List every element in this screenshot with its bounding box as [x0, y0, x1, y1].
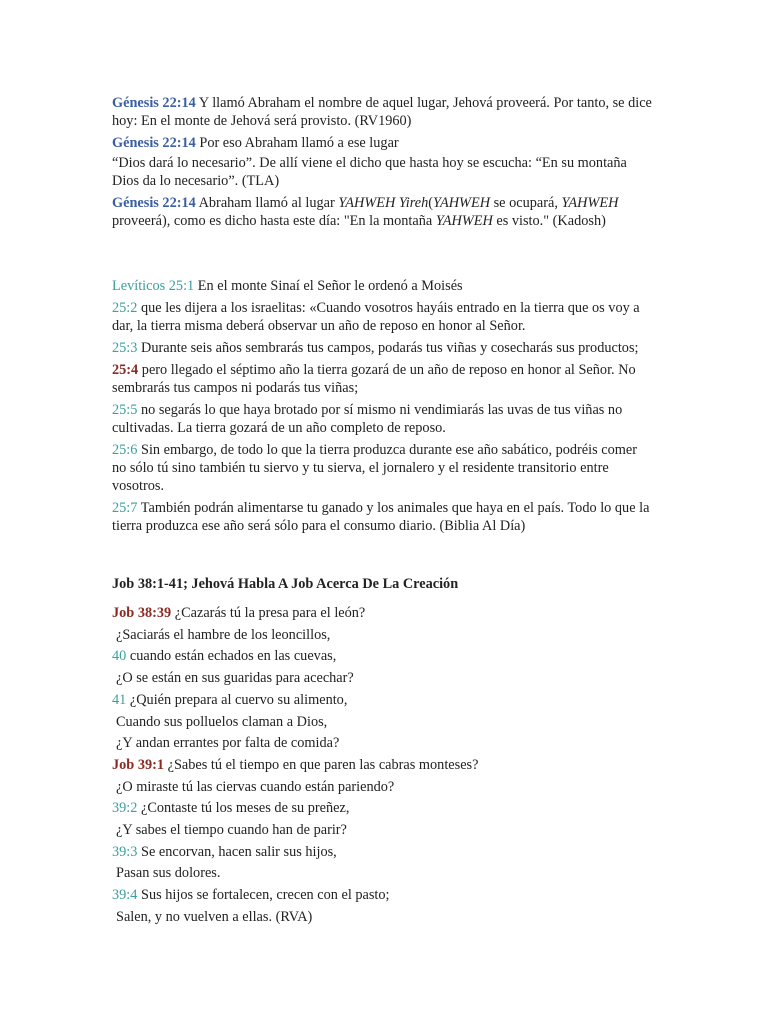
verse-text-italic: YAHWEH — [435, 213, 493, 229]
job-line — [112, 863, 652, 885]
verse-text: cuando están echados en las cuevas, — [126, 648, 337, 665]
verse-ref: 39:4 — [112, 887, 138, 904]
job-section — [112, 575, 652, 929]
verse-text: ¿Y andan errantes por falta de comida? — [116, 735, 340, 752]
verse-leviticus — [112, 299, 652, 335]
verse-text-italic: YAHWEH Yireh — [338, 195, 429, 211]
verse-ref: 25:4 — [112, 362, 139, 378]
verse-text: pero llegado el séptimo año la tierra gozará de un año de reposo en honor al Señor. No sembrarás tus campos ni podarás tus viñas; — [112, 362, 636, 396]
verse-genesis-tla-line2 — [112, 154, 652, 190]
verse-text: También podrán alimentarse tu ganado y los animales que haya en el país. Todo lo que la tierra produzca ese año será sólo para el consumo diario. (Biblia Al Día) — [112, 500, 650, 534]
verse-ref: 25:3 — [112, 340, 138, 356]
verse-text: Salen, y no vuelven a ellas. (RVA) — [116, 908, 313, 925]
verse-text: no segarás lo que haya brotado por sí mismo ni vendimiarás las uvas de tus viñas no cultivadas. La tierra gozará de un año completo de reposo. — [112, 402, 623, 436]
verse-ref: Job 39:1 — [112, 756, 165, 773]
verse-ref: 25:7 — [112, 500, 138, 516]
job-line — [112, 646, 652, 668]
verse-ref: Génesis 22:14 — [112, 135, 196, 151]
verse-leviticus — [112, 339, 652, 357]
verse-text: proveerá), como es dicho hasta este día: "En la montaña — [112, 213, 436, 229]
verse-leviticus — [112, 361, 652, 397]
verse-text: ¿O miraste tú las ciervas cuando están pariendo? — [116, 778, 395, 795]
verse-text: Durante seis años sembrarás tus campos, podarás tus viñas y cosecharás sus productos; — [137, 340, 639, 356]
verse-text: Cuando sus polluelos claman a Dios, — [116, 713, 328, 730]
verse-text: ¿Cazarás tú la presa para el león? — [171, 605, 366, 621]
verse-ref: 41 — [112, 691, 127, 708]
verse-text: Pasan sus dolores. — [116, 865, 221, 882]
job-line — [112, 842, 652, 864]
verse-ref: 40 — [112, 648, 127, 665]
verse-text: que les dijera a los israelitas: «Cuando vosotros hayáis entrado en la tierra que os voy a dar, la tierra misma deberá observar un año de reposo en honor al Señor. — [112, 300, 640, 334]
verse-genesis-kadosh — [112, 194, 652, 230]
job-line — [112, 690, 652, 712]
verse-text: Abraham llamó al lugar — [195, 195, 339, 211]
verse-genesis-tla-line1 — [112, 134, 652, 152]
verse-ref: Levíticos 25:1 — [112, 278, 195, 294]
verse-text: “Dios dará lo necesario”. De allí viene el dicho que hasta hoy se escucha: “En su montaña Dios da lo necesario”. (TLA) — [112, 155, 627, 189]
verse-text: ¿Saciarás el hambre de los leoncillos, — [116, 626, 331, 643]
verse-ref: 25:6 — [112, 442, 138, 458]
verse-leviticus — [112, 277, 652, 295]
verse-text: ¿Y sabes el tiempo cuando han de parir? — [116, 822, 347, 839]
verse-ref: Génesis 22:14 — [112, 195, 196, 211]
job-verse-list — [112, 603, 652, 929]
verse-text: ¿Sabes tú el tiempo en que paren las cabras monteses? — [164, 756, 479, 773]
job-line — [112, 885, 652, 907]
verse-leviticus — [112, 401, 652, 437]
genesis-section — [112, 94, 652, 234]
verse-text: Sus hijos se fortalecen, crecen con el pasto; — [137, 887, 390, 904]
verse-genesis-rv1960 — [112, 94, 652, 130]
verse-ref: Job 38:39 — [112, 605, 172, 621]
verse-text: En el monte Sinaí el Señor le ordenó a Moisés — [194, 278, 463, 294]
verse-text-italic: YAHWEH — [561, 195, 619, 211]
verse-text: ( — [428, 195, 434, 211]
leviticus-section — [112, 277, 652, 539]
verse-leviticus — [112, 441, 652, 495]
verse-text: Por eso Abraham llamó a ese lugar — [195, 135, 399, 151]
job-line — [112, 755, 652, 777]
verse-ref: 25:5 — [112, 402, 138, 418]
verse-ref: Génesis 22:14 — [112, 95, 196, 111]
verse-text: Sin embargo, de todo lo que la tierra produzca durante ese año sabático, podréis comer no sólo tú sino también tu siervo y tu sierva, el jornalero y el residente transitorio entre vosotros. — [112, 442, 637, 494]
job-line — [112, 712, 652, 734]
verse-text: Se encorvan, hacen salir sus hijos, — [137, 843, 337, 860]
verse-text: Y llamó Abraham el nombre de aquel lugar, Jehová proveerá. Por tanto, se dice hoy: En el monte de Jehová será provisto. (RV1960) — [112, 95, 652, 129]
verse-text: ¿Quién prepara al cuervo su alimento, — [126, 691, 348, 708]
verse-text: es visto." (Kadosh) — [492, 213, 606, 229]
verse-ref: 39:2 — [112, 800, 138, 817]
verse-ref: 39:3 — [112, 843, 138, 860]
job-line — [112, 907, 652, 929]
job-line — [112, 733, 652, 755]
job-line — [112, 820, 652, 842]
job-line — [112, 668, 652, 690]
verse-text: ¿O se están en sus guaridas para acechar? — [116, 670, 354, 687]
verse-ref: 25:2 — [112, 300, 138, 316]
verse-leviticus — [112, 499, 652, 535]
verse-text: ¿Contaste tú los meses de su preñez, — [137, 800, 350, 817]
job-line — [112, 625, 652, 647]
verse-text-italic: YAHWEH — [433, 195, 491, 211]
job-line — [112, 603, 652, 625]
job-line — [112, 777, 652, 799]
section-heading: Job 38:1-41; Jehová Habla A Job Acerca De La Creación — [112, 576, 459, 592]
job-line — [112, 798, 652, 820]
verse-text: se ocupará, — [490, 195, 562, 211]
